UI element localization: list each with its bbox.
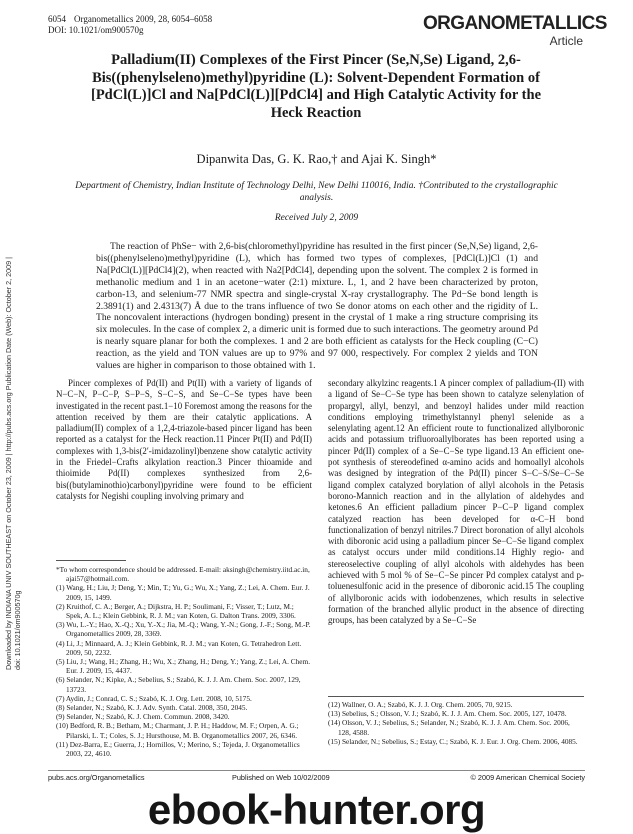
received-date: Received July 2, 2009 xyxy=(274,213,359,223)
footnote-item[interactable]: (15) Selander, N.; Sebelius, S.; Estay, C.; Szabó, K. J. Eur. J. Org. Chem. 2006, 4085. xyxy=(328,736,578,746)
footnote-item[interactable]: (4) Li, J.; Minnaard, A. J.; Klein Gebbink, R. J. M.; van Koten, G. Tetrahedron Lett. 2009, 50, 2232. xyxy=(56,638,302,657)
doi-link[interactable]: DOI: 10.1021/om900570g xyxy=(48,25,144,35)
body-text-left-column: Pincer complexes of Pd(II) and Pt(II) with a variety of ligands of N−C−N, P−C−P, S−P−S, S−C−S, and Se−C−Se types have been investigated in the recent past.1−10 Foremost among the reasons for the attention received by them are their catalytic applications. A palladium(II) complex of a 1,2,4-triazole-based pincer ligand has been reported as a catalyst for the Heck reaction.11 Pincer Pt(II) and Pd(II) complexes with 1,3-bis(2′-imidazolinyl)benzene show catalytic activity in the Friedel−Crafts alkylation reaction.3 Pincer thioamide and thioimide Pd(II) complexes synthesized from 2,6-bis((butylaminothio)carbonyl)pyridine were found to be efficient catalysts for Negishi coupling involving primary and xyxy=(56,378,312,501)
footnote-divider xyxy=(56,560,126,561)
footnote-item[interactable]: (3) Wu, L.-Y.; Hao, X.-Q.; Xu, Y.-X.; Jia, M.-Q.; Wang, Y.-N.; Gong, J.-F.; Song, M.-P. Organometallics 2009, 28, 3369. xyxy=(56,620,311,639)
publication-date: Published on Web 10/02/2009 xyxy=(232,773,330,782)
journal-citation: Organometallics 2009, 28, 6054–6058 xyxy=(74,14,213,24)
affiliation: Department of Chemistry, Indian Institute of Technology Delhi, New Delhi 110016, India. †Contributed to the crystallographic analysis. xyxy=(75,181,558,203)
footnote-item[interactable]: (13) Sebelius, S.; Olsson, V. J.; Szabó, K. J. J. Am. Chem. Soc. 2005, 127, 10478. xyxy=(328,709,567,719)
footnote-item[interactable]: (5) Liu, J.; Wang, H.; Zhang, H.; Wu, X.; Zhang, H.; Deng, Y.; Yang, Z.; Lei, A. Chem. Eur. J. 2009, 15, 4437. xyxy=(56,657,311,676)
footnote-item[interactable]: (1) Wang, H.; Liu, J; Deng, Y.; Min, T.; Yu, G.; Wu, X.; Yang, Z.; Lei, A. Chem. Eur. J. 2009, 15, 1499. xyxy=(56,583,310,602)
copyright: © 2009 American Chemical Society xyxy=(470,773,585,782)
article-title: Palladium(II) Complexes of the First Pincer (Se,N,Se) Ligand, 2,6-Bis((phenylseleno)methyl)pyridine (L): Solvent-Dependent Formation of [PdCl(L)]Cl and Na[PdCl(L)][PdCl4] and High Catalytic Activity for the Heck Reaction xyxy=(90,52,542,121)
footnotes-right xyxy=(328,700,584,746)
journal-url[interactable]: pubs.acs.org/Organometallics xyxy=(48,773,145,782)
footnote-divider xyxy=(328,696,584,697)
footnote-item[interactable]: (7) Aydin, J.; Conrad, C. S.; Szabó, K. J. Org. Lett. 2008, 10, 5175. xyxy=(56,693,252,703)
journal-logo xyxy=(423,13,607,48)
body-text-right-column: secondary alkylzinc reagents.1 A pincer complex of palladium-(II) with a ligand of Se−C−Se type has been shown to catalyze selenylation of propargyl, allyl, benzyl, and benzoyl halides under mild reaction conditions employing trimethylstannyl phenyl selenide as a selenylating agent.12 An efficient route to functionalized allylboronic acids and potassium trifluoroallylborates has been reported using a pincer Pd(II) complex of a Se−C−Se type ligand.13 An efficient one-pot synthesis of stereodefined α-amino acids and homoallyl alcohols was designed by integration of the Pd(II) pincer S−C−S/Se−C−Se ligand complex catalyzed borylation of allyl alcohols in the Petasis borono-Mannich reaction and in the allylation of aldehydes and ketones.6 An efficient palladium pincer P−C−P ligand complex catalyzed reaction has been developed for α-C−H bond functionalization of benzyl nitriles.7 Direct boronation of allyl alcohols with diboronic acid using a palladium pincer Se−C−Se ligand complex as catalyst occurs under mild conditions.14 Highly regio- and stereoselective coupling of allyl alcohols with aldehydes has been achieved with 5 mol % of Se−C−Se pincer Pd complex catalyst and p-toluenesulfonic acid in the presence of diboronic acid.15 The coupling of allylboronic acids with iodobenzenes, which results in selective formation of the branched allylic product in the absence of directing groups, has been catalyzed by a Se−C−Se xyxy=(328,378,584,626)
footnote-item[interactable]: (2) Kruithof, C. A.; Berger, A.; Dijkstra, H. P.; Soulimani, F.; Visser, T.; Lutz, M.; Spek, A. L.; Klein Gebbink, R. J. M.; van Koten, G. Dalton Trans. 2009, 3306. xyxy=(56,601,296,621)
footnote-item: *To whom correspondence should be addressed. E-mail: aksingh@chemistry.iitd.ac.in, ajai57@hotmail.com. xyxy=(56,565,310,584)
footnote-item[interactable]: (9) Selander, N.; Szabó, K. J. Chem. Commun. 2008, 3420. xyxy=(56,712,230,722)
footnote-item[interactable]: (6) Selander, N.; Kipke, A.; Sebelius, S.; Szabó, K. J. J. Am. Chem. Soc. 2007, 129, 13723. xyxy=(56,675,301,694)
footnote-item[interactable]: (12) Wallner, O. A.; Szabó, K. J. J. Org. Chem. 2005, 70, 9215. xyxy=(328,700,513,709)
download-side-note-text: Downloaded by INDIANA UNIV SOUTHEAST on October 23, 2009 | http://pubs.acs.org Publication Date (Web): October 2, 2009 | doi: 10.1021/om900570g xyxy=(4,257,22,670)
page-number: 6054 xyxy=(48,14,66,24)
running-header xyxy=(48,14,212,36)
footer-divider xyxy=(48,770,585,771)
footnote-item[interactable]: (11) Dez-Barra, E.; Guerra, J.; Hornillos, V.; Merino, S.; Tejeda, J. Organometallics 2003, 22, 4610. xyxy=(56,739,300,759)
footnote-item[interactable]: (10) Bedford, R. B.; Betham, M.; Charmant, J. P. H.; Haddow, M. F.; Orpen, A. G.; Pilarski, L. T.; Coles, S. J.; Hursthouse, M. B. Organometallics 2007, 26, 6346. xyxy=(56,721,299,740)
article-type: Article xyxy=(549,34,583,48)
footnotes-left xyxy=(56,565,312,758)
journal-logo-text: ORGANOMETALLICS xyxy=(423,13,607,34)
footnote-item[interactable]: (8) Selander, N.; Szabó, K. J. Adv. Synth. Catal. 2008, 350, 2045. xyxy=(56,703,248,713)
abstract: The reaction of PhSe− with 2,6-bis(chloromethyl)pyridine has resulted in the first pincer (Se,N,Se) ligand, 2,6-bis((phenylseleno)methyl)pyridine (L), which has formed two types of complexes, [PdCl(L)]Cl (1) and Na[PdCl(L)][PdCl4](2), when reacted with Na2[PdCl4], depending upon the solvent. The complex 2 is formed in methanolic medium and 1 in an acetone−water (2:1) mixture. L, 1, and 2 have been characterized by proton, carbon-13, and selenium-77 NMR spectra and single-crystal X-ray crystallography. The Pd−Se bond length is 2.3891(1) and 2.4313(7) Å due to the trans influence of two Se donor atoms on each other and the rigidity of L. The noncovalent interactions (hydrogen bonding) present in the crystal of 1 make a ring structure comprising its six molecules. In the case of complex 2, a dimeric unit is formed due to such interactions. The geometry around Pd is nearly square planar for both the complexes. 1 and 2 are both efficient as catalysts for the Heck coupling (C−C) reaction, as the yield and TON values are up to 97% and 97 000, respectively. For complex 2 yields and TON values are higher in comparison to those obtained with 1. xyxy=(96,241,538,372)
watermark: ebook-hunter.org xyxy=(147,786,486,833)
download-side-note xyxy=(4,250,44,670)
footnote-item[interactable]: (14) Olsson, V. J.; Sebelius, S.; Selander, N.; Szabó, K. J. J. Am. Chem. Soc. 2006, 128, 4588. xyxy=(328,718,570,737)
author-list: Dipanwita Das, G. K. Rao,† and Ajai K. Singh* xyxy=(196,152,437,166)
